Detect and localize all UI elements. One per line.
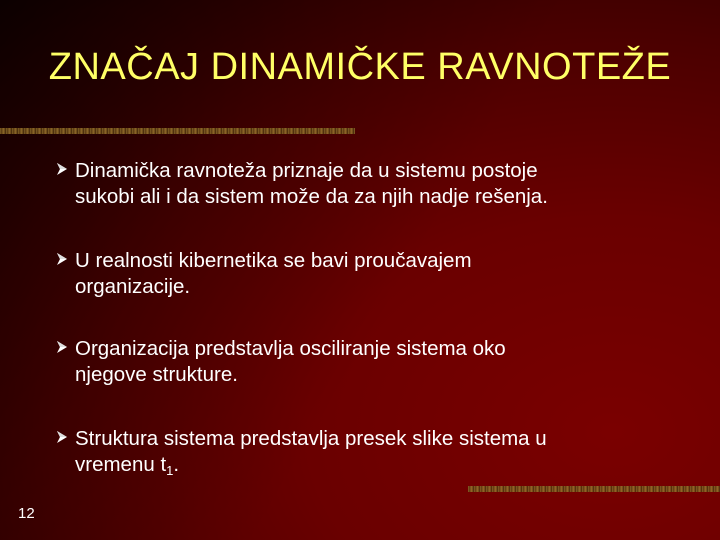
bullet-text <box>75 426 675 478</box>
bullet-line: Dinamička ravnoteža priznaje da u sistemu postoje <box>75 159 538 182</box>
bullet-line <box>75 452 675 478</box>
bullet-line-end: . <box>173 453 180 476</box>
bullet-text <box>75 158 675 210</box>
bullet-text <box>75 336 675 388</box>
bullet-line: organizacije. <box>75 275 191 298</box>
title-divider-rule <box>0 128 355 134</box>
page-number: 12 <box>18 505 35 522</box>
bullet-line: njegove strukture. <box>75 363 238 386</box>
subscript: 1 <box>166 463 174 478</box>
arrowhead-bullet-icon <box>56 340 68 354</box>
bullet-line: Struktura sistema predstavlja presek slike sistema u <box>75 427 547 450</box>
bullet-line: U realnosti kibernetika se bavi proučavajem <box>75 249 472 272</box>
arrowhead-bullet-icon <box>56 430 68 444</box>
arrowhead-bullet-icon <box>56 162 68 176</box>
bullet-text <box>75 248 675 300</box>
bullet-line: sukobi ali i da sistem može da za njih nadje rešenja. <box>75 185 548 208</box>
footer-divider-rule <box>468 486 720 492</box>
arrowhead-bullet-icon <box>56 252 68 266</box>
bullet-line: Organizacija predstavlja osciliranje sistema oko <box>75 337 506 360</box>
slide-title: ZNAČAJ DINAMIČKE RAVNOTEŽE <box>48 46 672 88</box>
bullet-line-main: vremenu t <box>75 453 167 476</box>
